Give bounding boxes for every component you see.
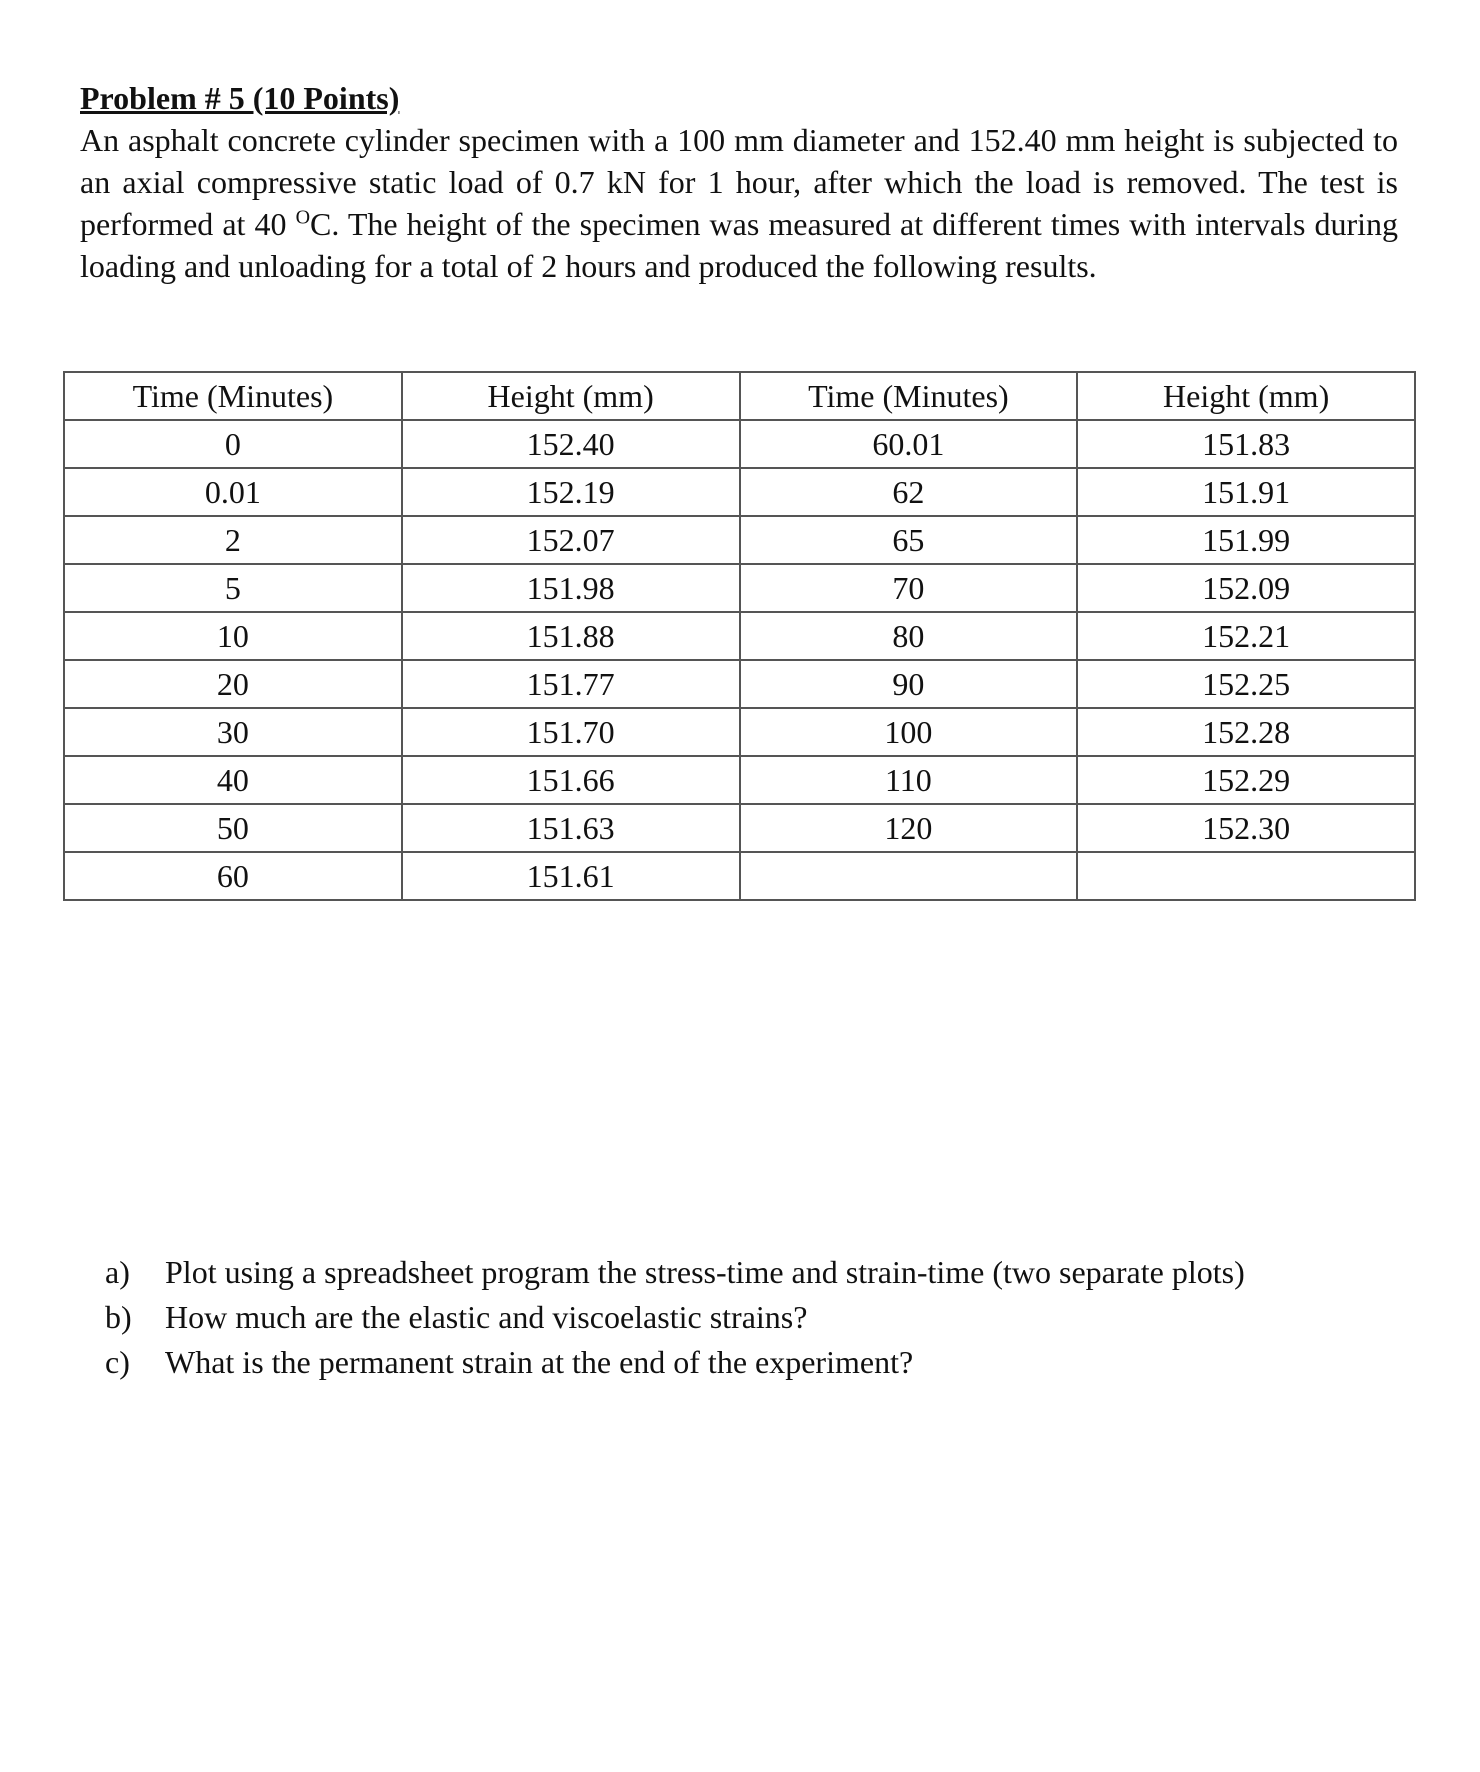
- table-row: [64, 756, 1415, 804]
- table-cell: 152.19: [402, 468, 740, 516]
- table-cell: 100: [740, 708, 1078, 756]
- table-cell: 152.40: [402, 420, 740, 468]
- table-cell: 151.61: [402, 852, 740, 900]
- table-cell: 80: [740, 612, 1078, 660]
- column-header: Time (Minutes): [740, 372, 1078, 420]
- table-cell: 151.70: [402, 708, 740, 756]
- table-cell: 110: [740, 756, 1078, 804]
- table-cell: 40: [64, 756, 402, 804]
- table-cell: 5: [64, 564, 402, 612]
- table-cell: 151.91: [1077, 468, 1415, 516]
- problem-title: Problem # 5 (10 Points): [80, 80, 400, 116]
- table-row: [64, 420, 1415, 468]
- question-label: b): [105, 1299, 132, 1335]
- question-text: How much are the elastic and viscoelastic strains?: [165, 1299, 808, 1335]
- question-item: [105, 1340, 1397, 1385]
- table-cell: 50: [64, 804, 402, 852]
- table-cell: 152.28: [1077, 708, 1415, 756]
- table-cell: 20: [64, 660, 402, 708]
- statement-part-1: An asphalt concrete cylinder specimen with a 100 mm diameter and 152.40 mm height is subjected to an axial compressive static load of 0.7 kN for 1 hour, after which the load is removed. The test is performed at 40: [80, 122, 1398, 242]
- column-header: Height (mm): [402, 372, 740, 420]
- table-row: [64, 660, 1415, 708]
- table-row: [64, 708, 1415, 756]
- table-cell: 2: [64, 516, 402, 564]
- table-cell: 151.63: [402, 804, 740, 852]
- table-cell: 0: [64, 420, 402, 468]
- problem-statement: [80, 119, 1398, 287]
- table-cell: 0.01: [64, 468, 402, 516]
- table-row: [64, 564, 1415, 612]
- table-cell: 152.07: [402, 516, 740, 564]
- table-row: [64, 612, 1415, 660]
- table-cell: 90: [740, 660, 1078, 708]
- column-header: Height (mm): [1077, 372, 1415, 420]
- table-header-row: [64, 372, 1415, 420]
- table-cell: 152.25: [1077, 660, 1415, 708]
- table-cell: 151.99: [1077, 516, 1415, 564]
- table-cell: 151.66: [402, 756, 740, 804]
- table-row: [64, 516, 1415, 564]
- question-item: [105, 1295, 1397, 1340]
- questions-list: [105, 1250, 1397, 1385]
- table-cell: 120: [740, 804, 1078, 852]
- question-text: What is the permanent strain at the end of the experiment?: [165, 1344, 914, 1380]
- table-cell: 152.29: [1077, 756, 1415, 804]
- question-label: c): [105, 1344, 130, 1380]
- table-cell: 152.09: [1077, 564, 1415, 612]
- question-item: [105, 1250, 1397, 1295]
- table-cell: 152.30: [1077, 804, 1415, 852]
- table-cell: 70: [740, 564, 1078, 612]
- table-cell: [740, 852, 1078, 900]
- table-cell: 65: [740, 516, 1078, 564]
- table-row: [64, 468, 1415, 516]
- table-row: [64, 804, 1415, 852]
- table-cell: 151.88: [402, 612, 740, 660]
- table-cell: 152.21: [1077, 612, 1415, 660]
- table-cell: 151.98: [402, 564, 740, 612]
- table-row: [64, 852, 1415, 900]
- results-table: [63, 371, 1416, 901]
- table-cell: 60.01: [740, 420, 1078, 468]
- table-cell: 60: [64, 852, 402, 900]
- column-header: Time (Minutes): [64, 372, 402, 420]
- table-cell: 62: [740, 468, 1078, 516]
- table-cell: [1077, 852, 1415, 900]
- table-cell: 151.77: [402, 660, 740, 708]
- question-text: Plot using a spreadsheet program the stress-time and strain-time (two separate plots): [165, 1254, 1245, 1290]
- table-cell: 10: [64, 612, 402, 660]
- question-label: a): [105, 1254, 130, 1290]
- statement-part-2: C. The height of the specimen was measured at different times with intervals during loading and unloading for a total of 2 hours and produced the following results.: [80, 206, 1399, 284]
- table-cell: 151.83: [1077, 420, 1415, 468]
- table-cell: 30: [64, 708, 402, 756]
- degree-symbol: O: [295, 206, 311, 229]
